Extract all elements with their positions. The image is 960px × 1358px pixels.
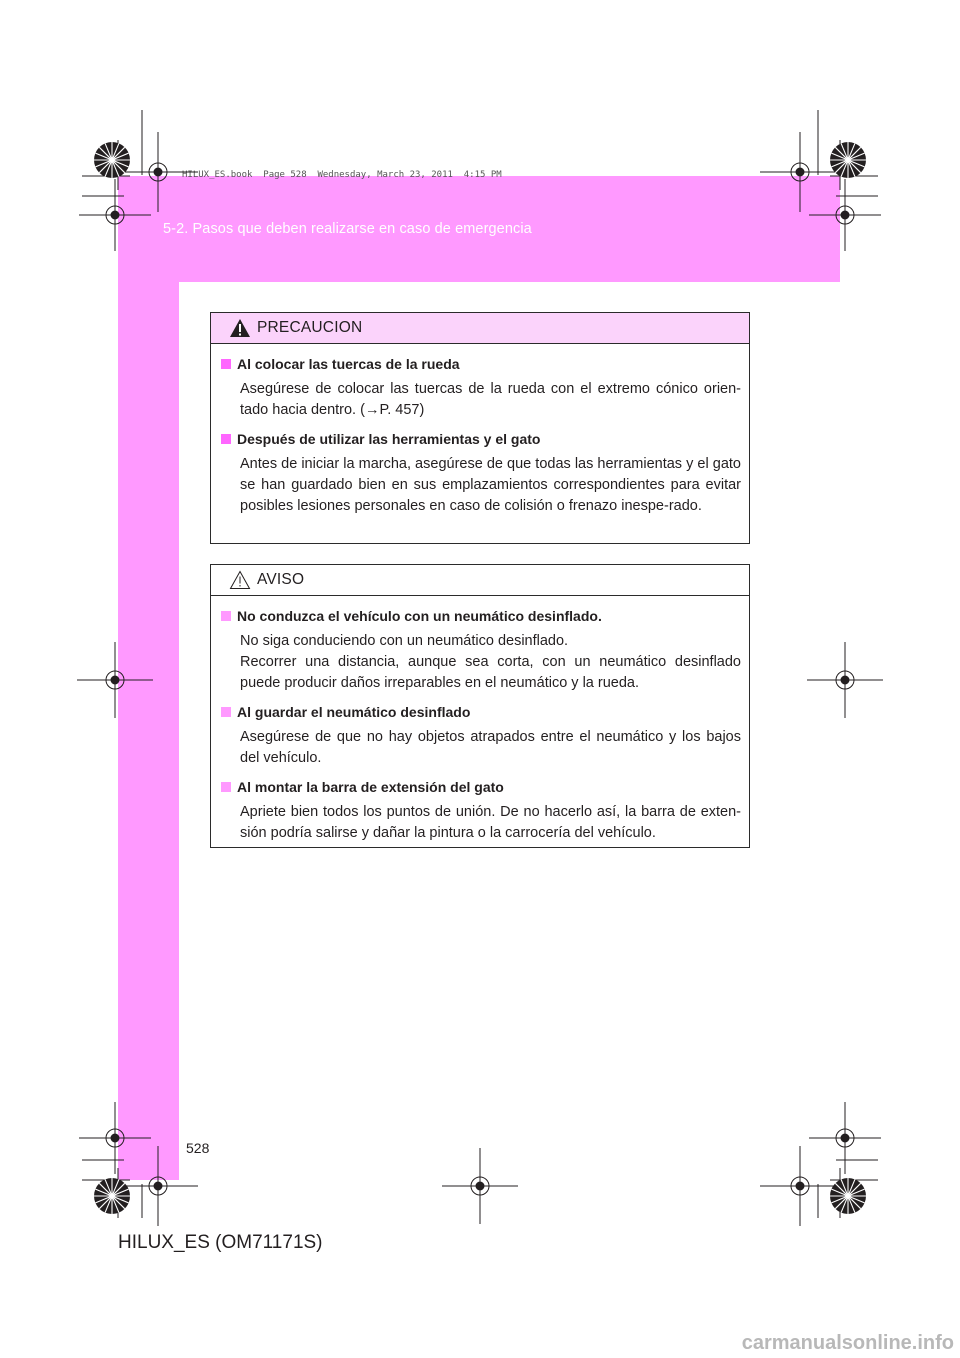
precaucion-item-title: Al colocar las tuercas de la rueda [221,356,741,372]
aviso-item-text: Apriete bien todos los puntos de unión. De no hacerlo así, la barra de exten-sión podría salirse y dañar la pintura o la carrocería del vehículo. [240,804,741,841]
book-info: HILUX_ES.book Page 528 Wednesday, March 23, 2011 4:15 PM [182,170,502,180]
page-number: 528 [186,1140,210,1156]
precaucion-item-title: Después de utilizar las herramientas y el gato [221,431,741,447]
precaucion-item-text: Asegúrese de colocar las tuercas de la rueda con el extremo cónico orien-tado hacia dentro. (→P. 457) [240,381,741,418]
footer-code: HILUX_ES (OM71171S) [118,1232,323,1253]
aviso-item-text: Asegúrese de que no hay objetos atrapados entre el neumático y los bajos del vehículo. [240,729,741,766]
aviso-item-title: Al montar la barra de extensión del gato [221,779,741,795]
aviso-label: AVISO [257,571,305,588]
aviso-item-title: No conduzca el vehículo con un neumático desinflado. [221,608,741,624]
aviso-item-text: No siga conduciendo con un neumático desinflado. Recorrer una distancia, aunque sea corta, con un neumático desinflado puede producir daños irreparables en el neumático y la rueda. [240,633,741,691]
aviso-item-title: Al guardar el neumático desinflado [221,704,741,720]
precaucion-item-text: Antes de iniciar la marcha, asegúrese de que todas las herramientas y el gato se han guardado bien en sus emplazamientos correspondientes para evitar posibles lesiones personales en caso de colisión o frenazo inespe-rado. [240,456,741,514]
section-title: 5-2. Pasos que deben realizarse en caso de emergencia [163,221,532,237]
watermark: carmanualsonline.info [515,1328,960,1358]
precaucion-label: PRECAUCION [257,319,363,336]
